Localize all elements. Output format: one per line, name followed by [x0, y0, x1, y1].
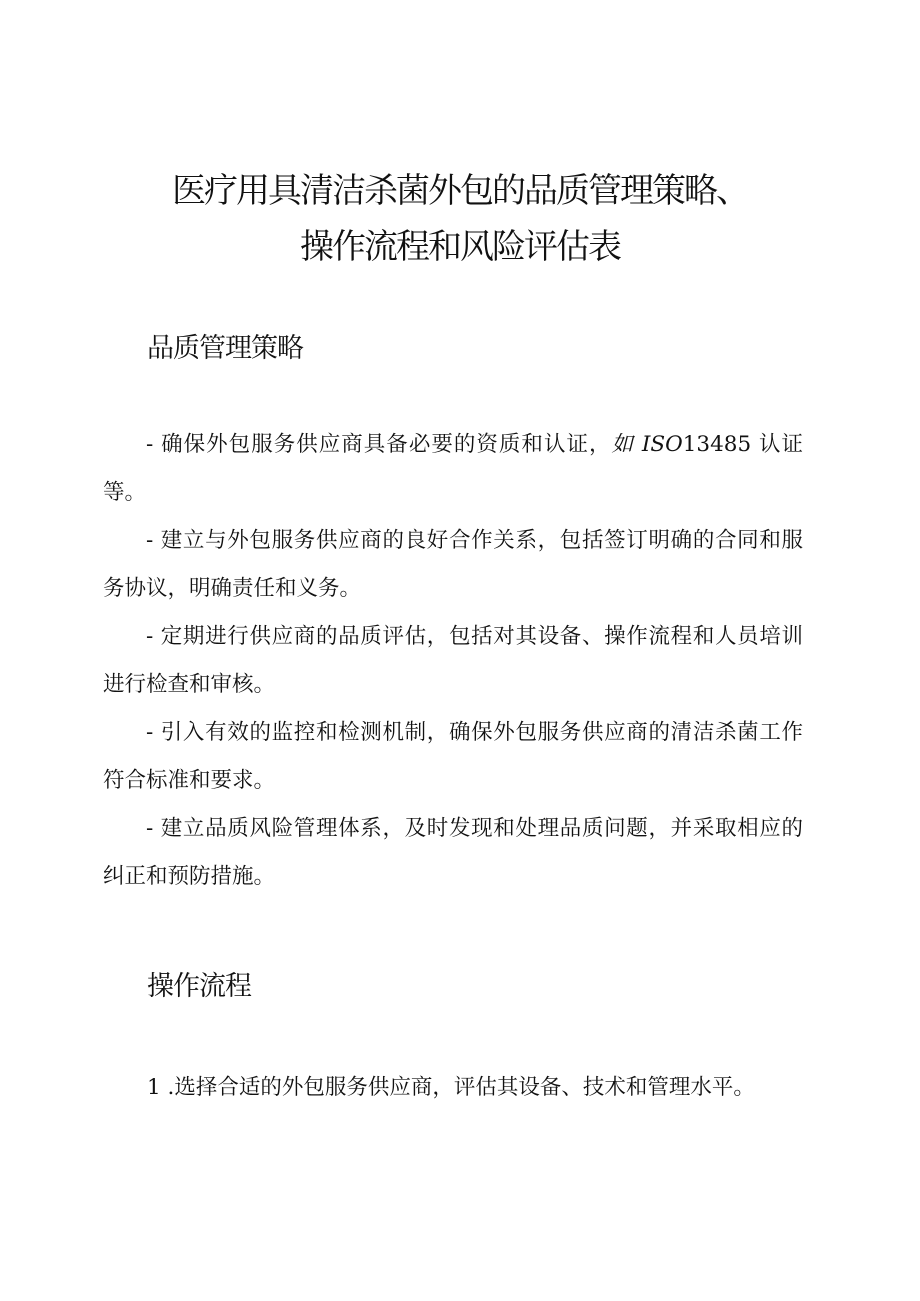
step-number: 1 [147, 1075, 161, 1100]
step-text: .选择合适的外包服务供应商，评估其设备、技术和管理水平。 [160, 1075, 755, 1100]
list-item-text-a: - 确保外包服务供应商具备必要的资质和认证， [146, 432, 612, 457]
list-item: - 建立与外包服务供应商的良好合作关系，包括签订明确的合同和服务协议，明确责任和义务。 [103, 528, 803, 601]
section-heading-process: 操作流程 [147, 971, 251, 1002]
title-line-1: 医疗用具清洁杀菌外包的品质管理策略、 [172, 171, 748, 211]
document-title [0, 163, 920, 275]
list-item-text-b: 13485 认证等。 [103, 432, 804, 505]
list-item: - 定期进行供应商的品质评估，包括对其设备、操作流程和人员培训进行检查和审核。 [103, 624, 803, 697]
list-item: - 建立品质风险管理体系，及时发现和处理品质问题，并采取相应的纠正和预防措施。 [103, 816, 803, 889]
quality-strategy-list [103, 421, 803, 901]
list-item [103, 421, 803, 517]
section-heading-quality: 品质管理策略 [147, 333, 303, 364]
title-line-2: 操作流程和风险评估表 [300, 227, 620, 267]
process-step [147, 1064, 755, 1112]
list-item-emphasis: 如 ISO [611, 432, 683, 457]
list-item: - 引入有效的监控和检测机制，确保外包服务供应商的清洁杀菌工作符合标准和要求。 [103, 720, 803, 793]
